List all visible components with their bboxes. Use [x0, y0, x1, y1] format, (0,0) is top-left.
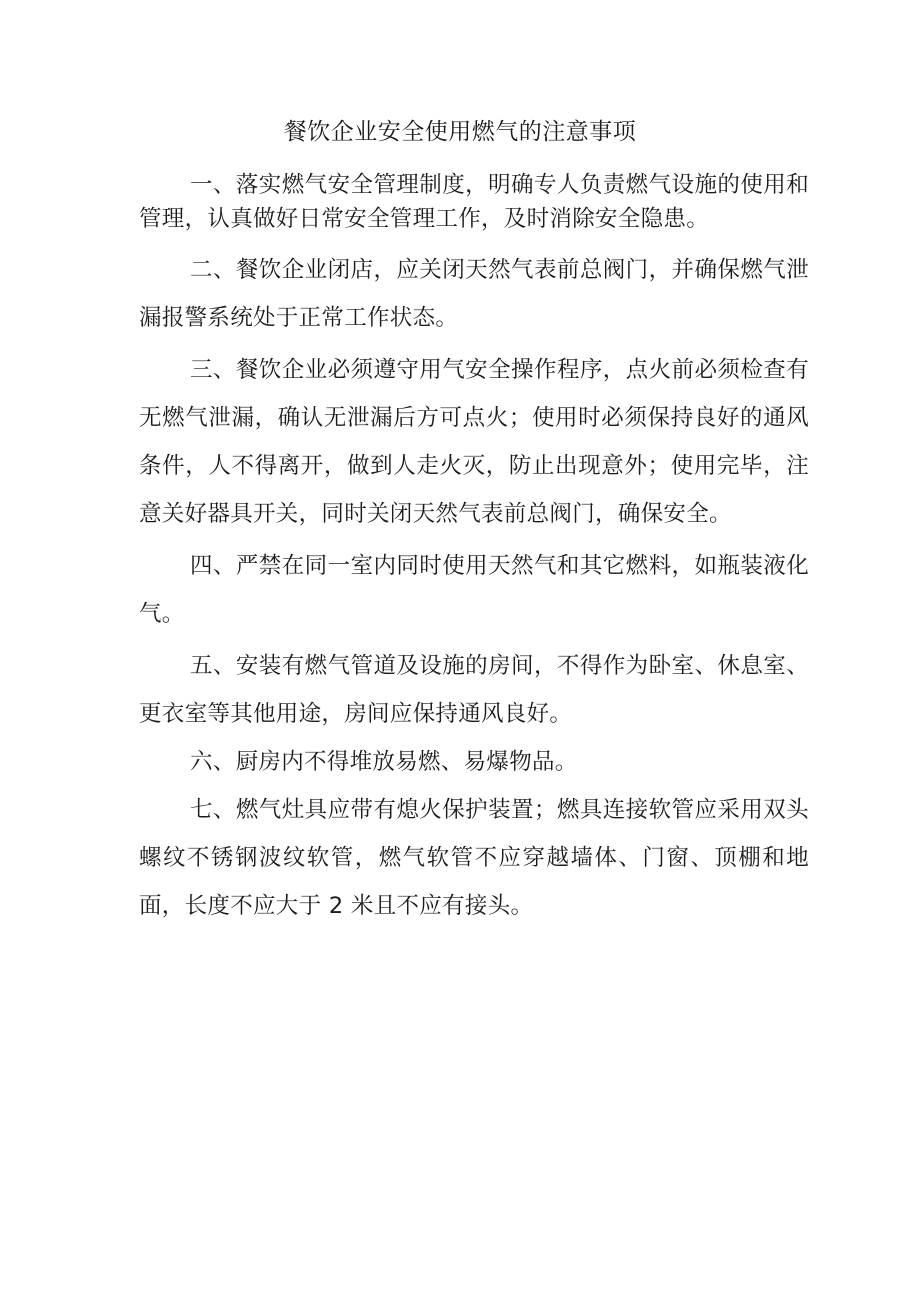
paragraph-2: 二、餐饮企业闭店，应关闭天然气表前总阀门，并确保燃气泄漏报警系统处于正常工作状态。 [139, 257, 809, 331]
document-body [139, 168, 809, 930]
document-title: 餐饮企业安全使用燃气的注意事项 [283, 119, 637, 145]
paragraph-5: 五、安装有燃气管道及设施的房间，不得作为卧室、休息室、更衣室等其他用途，房间应保持通风良好。 [139, 653, 809, 727]
paragraph-6: 六、厨房内不得堆放易燃、易爆物品。 [190, 749, 578, 775]
paragraph-4: 四、严禁在同一室内同时使用天然气和其它燃料，如瓶装液化气。 [139, 553, 809, 627]
paragraph-7: 七、燃气灶具应带有熄火保护装置；燃具连接软管应采用双头螺纹不锈钢波纹软管，燃气软管不应穿越墙体、门窗、顶棚和地面，长度不应大于 2 米且不应有接头。 [139, 797, 809, 919]
paragraph-3: 三、餐饮企业必须遵守用气安全操作程序，点火前必须检查有无燃气泄漏，确认无泄漏后方可点火；使用时必须保持良好的通风条件，人不得离开，做到人走火灭，防止出现意外；使用完毕，注意关好器具开关，同时关闭天然气表前总阀门，确保安全。 [139, 357, 809, 527]
paragraph-1: 一、落实燃气安全管理制度，明确专人负责燃气设施的使用和管理，认真做好日常安全管理工作，及时消除安全隐患。 [139, 172, 809, 232]
